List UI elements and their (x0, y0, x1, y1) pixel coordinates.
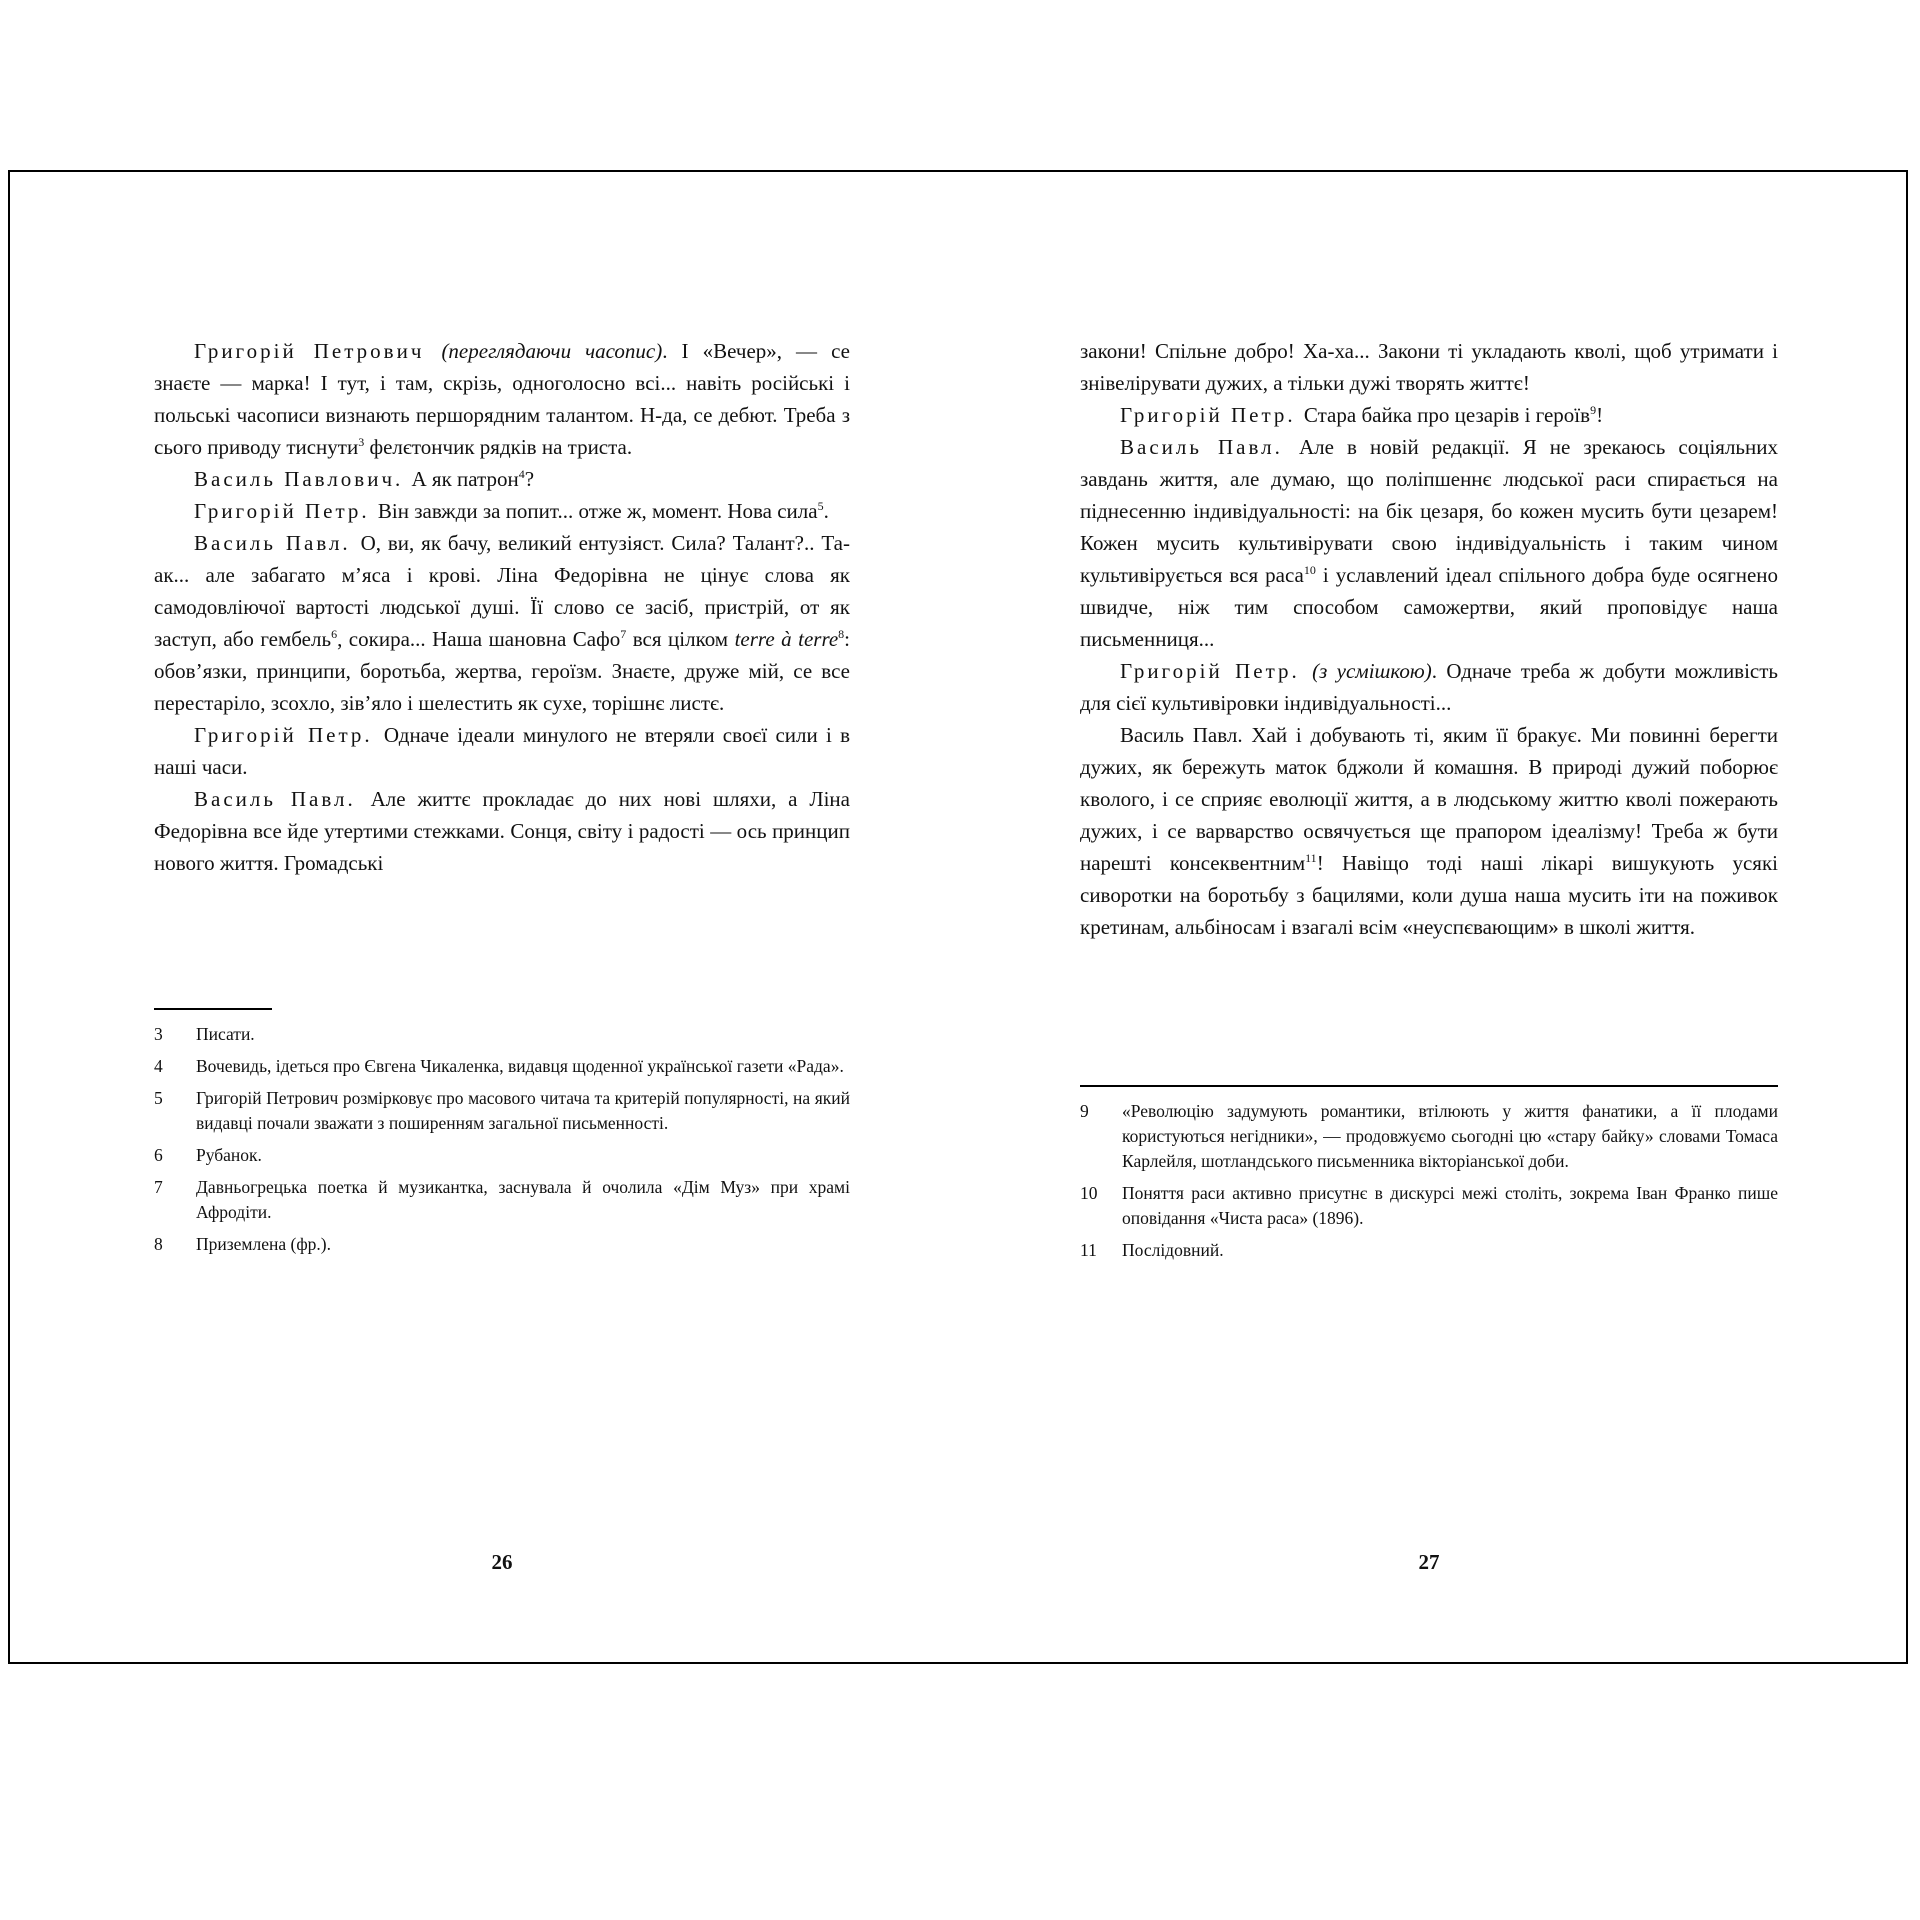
character-name: Василь Павл. (194, 787, 371, 811)
footnote-text: Григорій Петрович розмірковує про масового читача та критерій популярності, на який видавці почали зважати з поширенням загальної письменності. (196, 1088, 850, 1133)
character-name: Григорій Петр. (194, 499, 378, 523)
footnote-marker: 8 (838, 627, 845, 641)
book-spread (8, 170, 1908, 1664)
footnote-rule (1080, 1085, 1778, 1087)
footnote-marker: 9 (1590, 403, 1597, 417)
page-text (154, 335, 850, 879)
paragraph (1080, 431, 1778, 655)
book-page-left (10, 172, 958, 1662)
footnotes-section (154, 1008, 850, 1264)
footnote-marker: 7 (620, 627, 627, 641)
footnote-number: 3 (154, 1024, 163, 1044)
footnote-marker: 10 (1303, 563, 1316, 577)
footnote-text: Послідовний. (1122, 1240, 1224, 1260)
footnote (154, 1054, 850, 1079)
footnote-list (1080, 1099, 1778, 1263)
text-run: А як патрон (411, 467, 519, 491)
text-run: ! (1596, 403, 1604, 427)
text-run: ? (524, 467, 535, 491)
paragraph (154, 495, 850, 527)
footnote (1080, 1099, 1778, 1174)
footnote-text: Вочевидь, ідеться про Євгена Чикаленка, видавця щоденної української газети «Рада». (196, 1056, 844, 1076)
text-run: О, ви, як бачу, великий ентузіяст. Сила? Талант?.. Та-ак... але забагато м’яса і крові. Ліна Федорівна не цінує слова як самодовліючої вартості людської душі. Її слово се засіб, пристрій, от як заступ, або гембель (154, 531, 850, 651)
text-run: і уславлений ідеал спільного добра буде осягнено швидче, ніж тим способом саможертви, який проповідує наша письменниця... (1080, 563, 1779, 651)
footnote-text: Рубанок. (196, 1145, 262, 1165)
footnote (154, 1086, 850, 1136)
text-run: вся цілком (626, 627, 735, 651)
text-run: закони! Спільне добро! Ха-ха... Закони ті укладають кволі, щоб утримати і знівелірувати дужих, а тільки дужі творять життє! (1080, 339, 1778, 395)
paragraph (1080, 399, 1778, 431)
text-run: . (823, 499, 829, 523)
stage-direction: terre à terre (734, 627, 839, 651)
footnote (154, 1175, 850, 1225)
page-text (1080, 335, 1778, 943)
character-name: Василь Павлович. (194, 467, 412, 491)
footnote-text: «Революцію задумують романтики, втілюють у життя фанатики, а її плодами користуються негідники», — продовжуємо сьогодні цю «стару байку» словами Томаса Карлейля, шотландського письменника вікторіанської доби. (1122, 1101, 1778, 1171)
footnote-marker: 3 (358, 435, 365, 449)
footnote-marker: 6 (331, 627, 338, 641)
paragraph (1080, 719, 1778, 943)
footnote-marker: 4 (518, 467, 525, 481)
footnote-text: Поняття раси активно присутнє в дискурсі межі століть, зокрема Іван Франко пише оповідання «Чиста раса» (1896). (1122, 1183, 1778, 1228)
character-name: Григорій Петр. (194, 723, 384, 747)
character-name: Василь Павл. (1120, 435, 1299, 459)
footnote-text: Приземлена (фр.). (196, 1234, 332, 1254)
text-run: фелєтончик рядків на триста. (364, 435, 633, 459)
footnote-number: 6 (154, 1145, 163, 1165)
footnote-rule (154, 1008, 272, 1010)
text-run: ! Навіщо тоді наші лікарі вишукують усякі сиворотки на боротьбу з бацилями, коли душа наша мусить іти на поживок кретинам, альбіносам і взагалі всім «неуспєвающим» в школі життя. (1080, 851, 1778, 939)
footnote (1080, 1238, 1778, 1263)
page-number: 26 (491, 1550, 513, 1574)
footnote (154, 1232, 850, 1257)
footnote-number: 11 (1080, 1240, 1097, 1260)
footnote (1080, 1181, 1778, 1231)
text-run: Але життє прокладає до них нові шляхи, а Ліна Федорівна все йде утертими стежками. Сонця, світу і радості — ось принцип нового життя. Громадські (154, 787, 850, 875)
text-run: . Одначе треба ж добути можливість для сієї культивіровки індивідуальності... (1080, 659, 1779, 715)
text-run: Василь Павл. Хай і добувають ті, яким її бракує. Ми повинні берегти дужих, як бережуть маток бджоли й комашня. В природі дужий поборює кволого, і се сприяє еволюції життя, а в людському життю кволі пожерають дужих, і се варварство освячується ще прапором ідеалізму! Треба ж бути нарешті консеквентним (1080, 723, 1778, 875)
footnote-number: 8 (154, 1234, 163, 1254)
footnote-marker: 11 (1305, 851, 1317, 865)
paragraph (154, 335, 850, 463)
footnote-number: 5 (154, 1088, 163, 1108)
page-number: 27 (1418, 1550, 1440, 1574)
footnote-number: 4 (154, 1056, 163, 1076)
stage-direction: (з усмішкою) (1312, 659, 1432, 683)
text-run: Одначе ідеали минулого не втеряли своєї сили і в наші часи. (154, 723, 850, 779)
text-run: , сокира... Наша шановна Сафо (337, 627, 621, 651)
text-run: . І «Вечер», — се знаєте — марка! І тут, і там, скрізь, одноголосно всі... навіть російські і польські часописи визнають першорядним талантом. Н-да, се дебют. Треба з сього приводу тиснути (154, 339, 850, 459)
character-name: Василь Павл. (194, 531, 361, 555)
footnote-number: 7 (154, 1177, 163, 1197)
book-page-right (958, 172, 1906, 1662)
footnote-marker: 5 (817, 499, 824, 513)
footnote (154, 1143, 850, 1168)
paragraph (1080, 655, 1778, 719)
footnote-list (154, 1022, 850, 1257)
text-run: Але в новій редакції. Я не зрекаюсь соціяльних завдань життя, але думаю, що поліпшеннє людської раси спирається на піднесенню індивідуальності: на бік цезаря, бо кожен мусить бути цезарем! Кожен мусить культивірувати свою індивідуальність і таким чином культивірується вся раса (1080, 435, 1778, 587)
stage-direction: (переглядаючи часопис) (441, 339, 663, 363)
paragraph (154, 463, 850, 495)
paragraph (154, 527, 850, 719)
footnotes-section (1080, 1085, 1778, 1270)
footnote (154, 1022, 850, 1047)
footnote-number: 9 (1080, 1101, 1089, 1121)
character-name: Григорій Петр. (1120, 659, 1313, 683)
character-name: Григорій Петр. (1120, 403, 1304, 427)
paragraph (154, 719, 850, 783)
paragraph (1080, 335, 1778, 399)
character-name: Григорій Петрович (194, 339, 442, 363)
text-run: Він завжди за попит... отже ж, момент. Нова сила (377, 499, 818, 523)
text-run: : обов’язки, принципи, боротьба, жертва, героїзм. Знаєте, друже мій, се все перестаріло, зсохло, зів’яло і шелестить як сухе, торішнє листє. (154, 627, 851, 715)
text-run: Стара байка про цезарів і героїв (1303, 403, 1591, 427)
footnote-text: Писати. (196, 1024, 255, 1044)
footnote-text: Давньогрецька поетка й музикантка, заснувала й очолила «Дім Муз» при храмі Афродіти. (196, 1177, 850, 1222)
footnote-number: 10 (1080, 1183, 1098, 1203)
paragraph (154, 783, 850, 879)
